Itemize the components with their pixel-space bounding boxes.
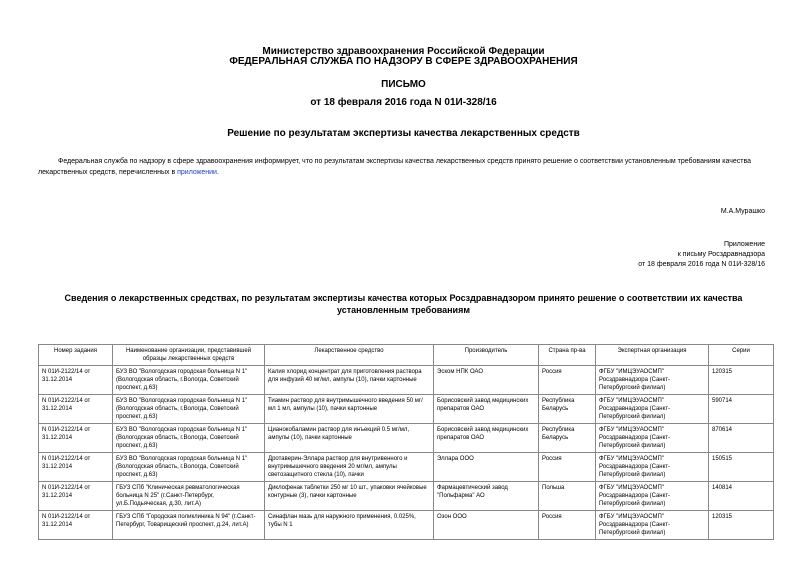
cell-expert-org: ФГБУ "ИМЦЭУАОСМП" Росздравнадзора (Санкт-Петербургский филиал) xyxy=(596,482,709,511)
cell-country: Республика Беларусь xyxy=(539,424,596,453)
cell-task-number: N 01И-2122/14 от 31.12.2014 xyxy=(39,482,113,511)
appendix-line-2: к письму Росздравнадзора xyxy=(677,251,765,258)
appendix-title: Сведения о лекарственных средствах, по результатам экспертизы качества которых Росздравнадзором принято решение о соответствии их качества установленным требованиям xyxy=(64,293,743,315)
table-row xyxy=(39,453,774,482)
cell-series: 120315 xyxy=(709,511,774,540)
cell-country: Россия xyxy=(539,511,596,540)
cell-task-number: N 01И-2122/14 от 31.12.2014 xyxy=(39,395,113,424)
cell-organization: БУЗ ВО "Вологодская городская больница N 1" (Вологодская область, г.Вологда, Советский проспект, д.63) xyxy=(113,453,265,482)
cell-medicine: Синафлан мазь для наружного применения, 0.025%, тубы N 1 xyxy=(265,511,434,540)
cell-series: 870614 xyxy=(709,424,774,453)
cell-series: 150515 xyxy=(709,453,774,482)
document-date: от 18 февраля 2016 года N 01И-328/16 xyxy=(310,97,497,108)
ministry-name: Министерство здравоохранения Российской Федерации xyxy=(262,46,545,57)
col-manufacturer: Производитель xyxy=(434,345,539,366)
col-task-number: Номер задания xyxy=(39,345,113,366)
cell-manufacturer: Борисовский завод медицинских препаратов ОАО xyxy=(434,424,539,453)
medicines-table xyxy=(38,344,774,540)
table-header-row xyxy=(39,345,774,366)
cell-series: 120315 xyxy=(709,366,774,395)
cell-expert-org: ФГБУ "ИМЦЭУАОСМП" Росздравнадзора (Санкт-Петербургский филиал) xyxy=(596,395,709,424)
cell-task-number: N 01И-2122/14 от 31.12.2014 xyxy=(39,511,113,540)
cell-organization: БУЗ ВО "Вологодская городская больница N 1" (Вологодская область, г.Вологда, Советский проспект, д.63) xyxy=(113,395,265,424)
table-row xyxy=(39,424,774,453)
cell-task-number: N 01И-2122/14 от 31.12.2014 xyxy=(39,424,113,453)
body-text-end: . xyxy=(216,169,219,176)
cell-task-number: N 01И-2122/14 от 31.12.2014 xyxy=(39,453,113,482)
cell-country: Республика Беларусь xyxy=(539,395,596,424)
cell-country: Россия xyxy=(539,453,596,482)
cell-organization: БУЗ ВО "Вологодская городская больница N 1" (Вологодская область, г.Вологда, Советский проспект, д.63) xyxy=(113,366,265,395)
cell-series: 140814 xyxy=(709,482,774,511)
body-paragraph xyxy=(38,156,773,178)
table-row xyxy=(39,366,774,395)
document-subject: Решение по результатам экспертизы качества лекарственных средств xyxy=(227,128,580,139)
cell-manufacturer: Озон ООО xyxy=(434,511,539,540)
cell-medicine: Диклофенак таблетки 250 мг 10 шт., упаковки ячейковые контурные (3), пачки картонные xyxy=(265,482,434,511)
cell-manufacturer: Борисовский завод медицинских препаратов ОАО xyxy=(434,395,539,424)
cell-manufacturer: Фармацевтический завод "Польфарма" АО xyxy=(434,482,539,511)
col-organization: Наименование организации, представившей образцы лекарственных средств xyxy=(113,345,265,366)
appendix-line-3: от 18 февраля 2016 года N 01И-328/16 xyxy=(638,261,765,268)
signature: М.А.Мурашко xyxy=(720,208,765,215)
cell-organization: БУЗ ВО "Вологодская городская больница N 1" (Вологодская область, г.Вологда, Советский проспект, д.63) xyxy=(113,424,265,453)
appendix-link[interactable]: приложении xyxy=(177,169,217,176)
cell-medicine: Тиамин раствор для внутримышечного введения 50 мг/мл 1 мл, ампулы (10), пачки картонные xyxy=(265,395,434,424)
table-row xyxy=(39,511,774,540)
cell-expert-org: ФГБУ "ИМЦЭУАОСМП" Росздравнадзора (Санкт-Петербургский филиал) xyxy=(596,366,709,395)
appendix-line-1: Приложение xyxy=(723,241,765,248)
col-series: Серии xyxy=(709,345,774,366)
service-name: ФЕДЕРАЛЬНАЯ СЛУЖБА ПО НАДЗОРУ В СФЕРЕ ЗДРАВООХРАНЕНИЯ xyxy=(229,56,578,67)
col-medicine: Лекарственное средство xyxy=(265,345,434,366)
cell-expert-org: ФГБУ "ИМЦЭУАОСМП" Росздравнадзора (Санкт-Петербургский филиал) xyxy=(596,453,709,482)
cell-manufacturer: Эллара ООО xyxy=(434,453,539,482)
table-row xyxy=(39,395,774,424)
cell-medicine: Калия хлорид концентрат для приготовления раствора для инфузий 40 мг/мл, ампулы (10), пачки картонные xyxy=(265,366,434,395)
cell-expert-org: ФГБУ "ИМЦЭУАОСМП" Росздравнадзора (Санкт-Петербургский филиал) xyxy=(596,424,709,453)
cell-country: Польша xyxy=(539,482,596,511)
cell-manufacturer: Эском НПК ОАО xyxy=(434,366,539,395)
cell-expert-org: ФГБУ "ИМЦЭУАОСМП" Росздравнадзора (Санкт-Петербургский филиал) xyxy=(596,511,709,540)
cell-country: Россия xyxy=(539,366,596,395)
cell-medicine: Цианокобаламин раствор для инъекций 0.5 мг/мл, ампулы (10), пачки картонные xyxy=(265,424,434,453)
appendix-note xyxy=(638,240,765,270)
cell-medicine: Дротаверин-Эллара раствор для внутривенного и внутримышечного введения 20 мг/мл, ампулы светозащитного стекла (10), пачки xyxy=(265,453,434,482)
cell-organization: ГБУЗ СПб "Клиническая ревматологическая больница N 25" (г.Санкт-Петербург, ул.Б.Подьяческая, д.30, лит.А) xyxy=(113,482,265,511)
document-type: ПИСЬМО xyxy=(381,79,426,90)
table-row xyxy=(39,482,774,511)
col-country: Страна пр-ва xyxy=(539,345,596,366)
col-expert-org: Экспертная организация xyxy=(596,345,709,366)
cell-task-number: N 01И-2122/14 от 31.12.2014 xyxy=(39,366,113,395)
cell-series: 590714 xyxy=(709,395,774,424)
cell-organization: ГБУЗ СПб "Городская поликлиника N 94" (г.Санкт-Петербург, Товарищеский проспект, д.24, лит.А) xyxy=(113,511,265,540)
body-text: Федеральная служба по надзору в сфере здравоохранения информирует, что по результатам экспертизы качества лекарственных средств принято решение о соответствии установленным требованиям качества лекарственных средств, перечисленных в xyxy=(38,158,752,176)
